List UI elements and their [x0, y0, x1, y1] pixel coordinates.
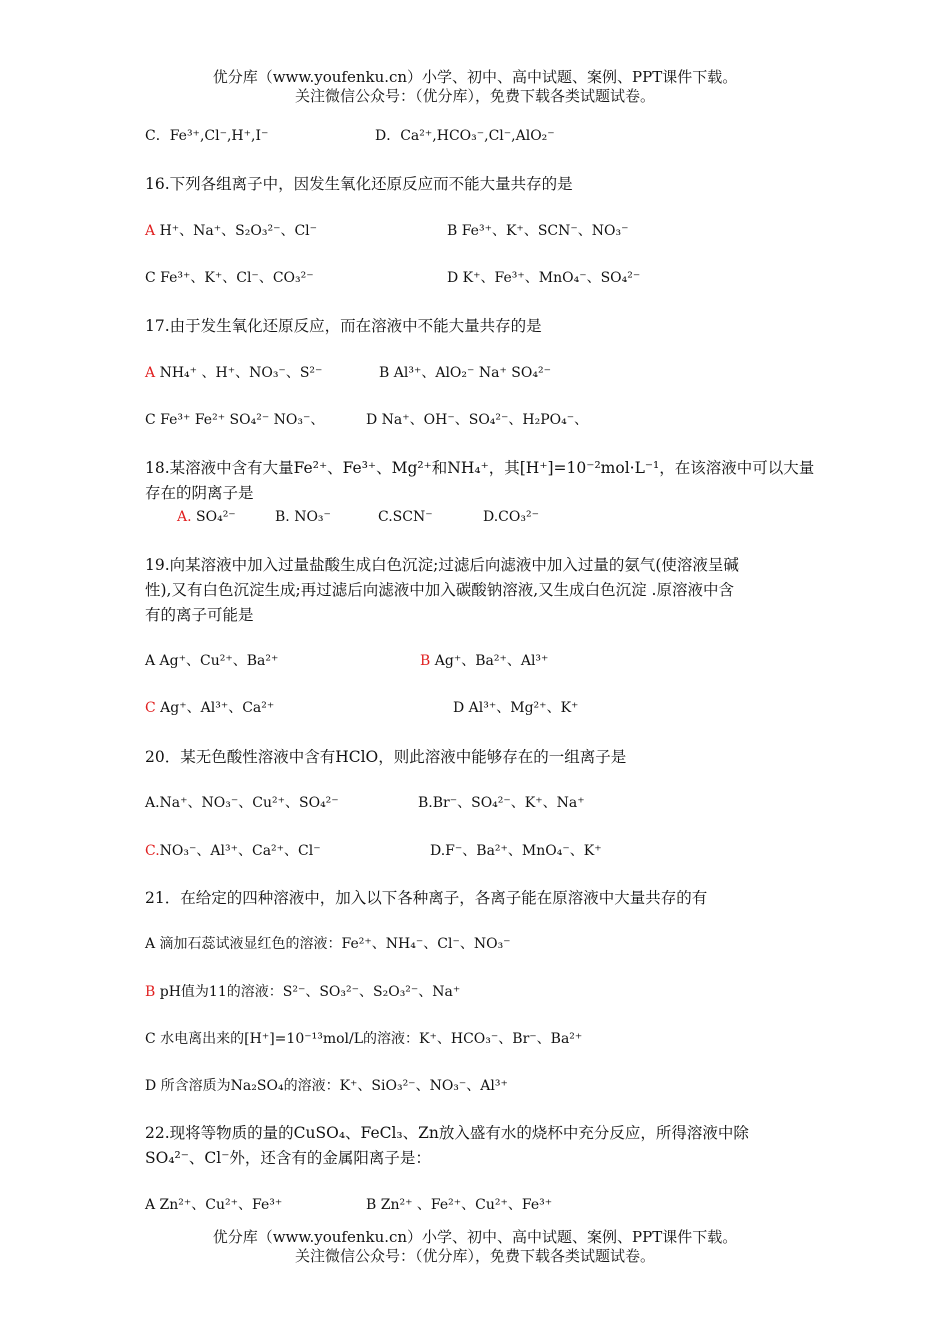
q18-answer-letter: A.	[177, 509, 192, 525]
q19-stem-line-2: 性),又有白色沉淀生成;再过滤后向滤液中加入碳酸钠溶液,又生成白色沉淀 .原溶液中含	[145, 581, 734, 599]
q18-stem-line-2: 存在的阴离子是	[145, 484, 254, 502]
q21-option-b-text: pH值为11的溶液：S²⁻、SO₃²⁻、S₂O₃²⁻、Na⁺	[159, 984, 461, 1000]
q21-stem: 21．在给定的四种溶液中，加入以下各种离子，各离子能在原溶液中大量共存的有	[145, 889, 708, 907]
q16-answer-letter: A	[145, 223, 156, 239]
q19-option-b-text: Ag⁺、Ba²⁺、Al³⁺	[434, 653, 549, 669]
q18-option-a	[177, 507, 236, 527]
q17-answer-letter: A	[145, 365, 156, 381]
q20-stem: 20．某无色酸性溶液中含有HClO，则此溶液中能够存在的一组离子是	[145, 748, 627, 766]
q21-option-d: D 所含溶质为Na₂SO₄的溶液：K⁺、SiO₃²⁻、NO₃⁻、Al³⁺	[145, 1078, 508, 1094]
q19-option-c	[145, 698, 274, 718]
q16-option-a	[145, 221, 317, 241]
footer-line-1: 优分库（www.youfenku.cn）小学、初中、高中试题、案例、PPT课件下载。	[212, 1228, 738, 1246]
q15-option-c: C．Fe³⁺,Cl⁻,H⁺,I⁻	[145, 128, 269, 144]
q21-answer-letter: B	[145, 984, 156, 1000]
q20-option-c	[145, 841, 321, 861]
q15-option-d: D．Ca²⁺,HCO₃⁻,Cl⁻,AlO₂⁻	[375, 128, 555, 144]
q19-stem-line-3: 有的离子可能是	[145, 606, 254, 624]
q20-option-b: B.Br⁻、SO₄²⁻、K⁺、Na⁺	[418, 795, 585, 811]
q16-stem: 16.下列各组离子中，因发生氧化还原反应而不能大量共存的是	[145, 175, 573, 193]
q22-stem-line-1: 22.现将等物质的量的CuSO₄、FeCl₃、Zn放入盛有水的烧杯中充分反应，所得溶液中除	[145, 1124, 749, 1142]
q20-answer-letter: C.	[145, 843, 160, 859]
q20-option-c-text: NO₃⁻、Al³⁺、Ca²⁺、Cl⁻	[159, 843, 321, 859]
q16-option-b: B Fe³⁺、K⁺、SCN⁻、NO₃⁻	[447, 223, 629, 239]
q19-option-a: A Ag⁺、Cu²⁺、Ba²⁺	[145, 653, 279, 669]
q17-stem: 17.由于发生氧化还原反应，而在溶液中不能大量共存的是	[145, 317, 542, 335]
q18-option-c: C.SCN⁻	[378, 509, 433, 525]
q21-option-b	[145, 982, 460, 1002]
q19-option-b	[420, 651, 548, 671]
q20-option-d: D.F⁻、Ba²⁺、MnO₄⁻、K⁺	[430, 843, 602, 859]
q19-option-d: D Al³⁺、Mg²⁺、K⁺	[453, 700, 579, 716]
q19-answer-letter-c: C	[145, 700, 156, 716]
q17-option-d: D Na⁺、OH⁻、SO₄²⁻、H₂PO₄⁻、	[366, 412, 589, 428]
q18-option-a-text: SO₄²⁻	[196, 509, 236, 525]
q22-option-b: B Zn²⁺ 、Fe²⁺、Cu²⁺、Fe³⁺	[366, 1197, 553, 1213]
q16-option-c: C Fe³⁺、K⁺、Cl⁻、CO₃²⁻	[145, 270, 314, 286]
q19-stem-line-1: 19.向某溶液中加入过量盐酸生成白色沉淀;过滤后向滤液中加入过量的氨气(使溶液呈碱	[145, 556, 739, 574]
q21-option-a: A 滴加石蕊试液显红色的溶液：Fe²⁺、NH₄⁻、Cl⁻、NO₃⁻	[145, 936, 511, 952]
q18-stem-line-1: 18.某溶液中含有大量Fe²⁺、Fe³⁺、Mg²⁺和NH₄⁺，其[H⁺]=10⁻²mol·L⁻¹，在该溶液中可以大量	[145, 459, 815, 477]
header-line-2: 关注微信公众号：（优分库），免费下载各类试题试卷。	[294, 87, 655, 105]
q17-option-a	[145, 363, 322, 383]
q19-answer-letter-b: B	[420, 653, 431, 669]
q18-option-b: B. NO₃⁻	[275, 509, 331, 525]
q16-option-a-text: H⁺、Na⁺、S₂O₃²⁻、Cl⁻	[159, 223, 318, 239]
q18-option-d: D.CO₃²⁻	[483, 509, 539, 525]
q19-option-c-text: Ag⁺、Al³⁺、Ca²⁺	[160, 700, 275, 716]
q17-option-a-text: NH₄⁺ 、H⁺、NO₃⁻、S²⁻	[159, 365, 323, 381]
q17-option-b: B Al³⁺、AlO₂⁻ Na⁺ SO₄²⁻	[379, 365, 551, 381]
footer-line-2: 关注微信公众号：（优分库），免费下载各类试题试卷。	[294, 1247, 655, 1265]
q22-option-a: A Zn²⁺、Cu²⁺、Fe³⁺	[145, 1197, 283, 1213]
q20-option-a: A.Na⁺、NO₃⁻、Cu²⁺、SO₄²⁻	[145, 795, 339, 811]
q21-option-c: C 水电离出来的[H⁺]=10⁻¹³mol/L的溶液：K⁺、HCO₃⁻、Br⁻、Ba²⁺	[145, 1031, 583, 1047]
q22-stem-line-2: SO₄²⁻、Cl⁻外，还含有的金属阳离子是：	[145, 1149, 431, 1167]
header-line-1: 优分库（www.youfenku.cn）小学、初中、高中试题、案例、PPT课件下载。	[212, 68, 738, 86]
q17-option-c: C Fe³⁺ Fe²⁺ SO₄²⁻ NO₃⁻、	[145, 412, 325, 428]
q16-option-d: D K⁺、Fe³⁺、MnO₄⁻、SO₄²⁻	[447, 270, 641, 286]
